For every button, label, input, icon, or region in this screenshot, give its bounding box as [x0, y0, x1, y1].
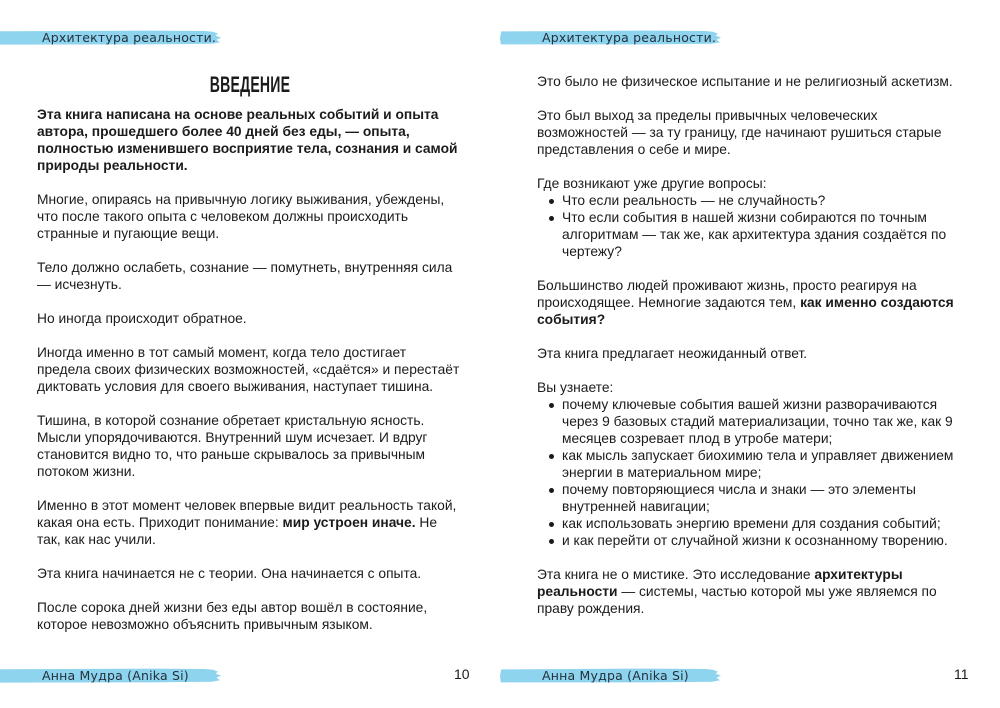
text-line: Это было не физическое испытание и не религиозный аскетизм.	[537, 74, 953, 89]
paragraph	[37, 497, 459, 548]
text-line: так, как нас учили.	[37, 532, 156, 547]
text-line: Именно в этот момент человек впервые видит реальность такой,	[37, 498, 457, 513]
text-line	[537, 583, 954, 600]
text-line: и как перейти от случайной жизни к осознанному творению.	[562, 533, 948, 548]
paragraph	[37, 310, 459, 327]
bullet-icon	[549, 216, 554, 221]
running-header	[500, 30, 722, 45]
lead-paragraph	[37, 106, 459, 174]
text-line: Эта книга написана на основе реальных событий и опыта	[37, 107, 439, 122]
paragraph	[37, 412, 459, 480]
text-line: Эта книга предлагает неожиданный ответ.	[537, 346, 808, 361]
list-item	[537, 192, 954, 209]
text-line: Большинство людей проживают жизнь, просто реагируя на	[537, 278, 917, 293]
paragraph	[537, 345, 954, 362]
text-line: Многие, опираясь на привычную логику выживания, убеждены,	[37, 192, 445, 207]
paragraph	[537, 277, 954, 328]
page-number: 10	[454, 666, 470, 682]
text-line: странные и пугающие вещи.	[37, 226, 220, 241]
text-line: Иногда именно в тот самый момент, когда тело достигает	[37, 345, 407, 360]
book-title-header: Архитектура реальности.	[542, 30, 717, 45]
text-line: возможностей — за ту границу, где начинают рушиться старые	[537, 125, 942, 140]
emphasis-text: мир устроен иначе.	[282, 515, 416, 530]
bullet-list	[537, 192, 954, 260]
paragraph	[37, 259, 459, 293]
text-line: что после такого опыта с человеком должны происходить	[37, 209, 409, 224]
text-line: алгоритмам — так же, как архитектура здания создаётся по	[562, 227, 947, 242]
text-line	[537, 566, 954, 583]
list-item	[537, 532, 954, 549]
list-item	[537, 447, 954, 481]
questions-block	[537, 175, 954, 260]
emphasis-text: как именно создаются	[800, 295, 954, 310]
text-segment: происходящее. Немногие задаются тем,	[537, 295, 801, 310]
emphasis-text: события?	[537, 312, 606, 327]
text-line: Эта книга начинается не с теории. Она начинается с опыта.	[37, 566, 422, 581]
text-line: Тело должно ослабеть, сознание — помутнеть, внутренняя сила	[37, 260, 453, 275]
emphasis-text: реальности	[537, 584, 618, 599]
text-line: представления о себе и мире.	[537, 142, 731, 157]
emphasis-text: архитектуры	[814, 567, 903, 582]
paragraph	[537, 73, 954, 90]
text-line: Тишина, в которой сознание обретает кристальную ясность.	[37, 413, 425, 428]
text-line: предела своих физических возможностей, «сдаётся» и перестаёт	[37, 362, 460, 377]
page-body	[537, 73, 954, 634]
text-line: месяцев созревает плод в утробе матери;	[562, 431, 833, 446]
text-line	[537, 294, 954, 311]
text-line: Что если события в нашей жизни собираются по точным	[562, 210, 927, 225]
author-name: Анна Мудра (Anika Si)	[42, 668, 189, 683]
text-line: — исчезнуть.	[37, 277, 122, 292]
text-line: потоком жизни.	[37, 464, 136, 479]
page-body	[37, 106, 459, 650]
chapter-title: ВВЕДЕНИЕ	[209, 72, 291, 97]
list-item	[537, 515, 954, 532]
text-line: После сорока дней жизни без еды автор вошёл в состояние,	[37, 600, 428, 615]
text-line: через 9 базовых стадий материализации, точно так же, как 9	[562, 414, 953, 429]
text-line	[37, 514, 459, 531]
list-lead: Где возникают уже другие вопросы:	[537, 176, 767, 191]
page-number: 11	[954, 666, 969, 682]
text-segment: Не	[415, 515, 438, 530]
text-line: праву рождения.	[537, 601, 645, 616]
running-footer	[0, 668, 222, 683]
text-line: энергии в материальном мире;	[562, 465, 762, 480]
text-line: как использовать энергию времени для создания событий;	[562, 516, 941, 531]
bullet-icon	[549, 488, 554, 493]
text-line: которое невозможно объяснить привычным языком.	[37, 617, 373, 632]
text-line: автора, прошедшего более 40 дней без еды, — опыта,	[37, 124, 410, 139]
text-segment: — системы, частью которой мы уже являемся по	[617, 584, 937, 599]
text-line: диктовать условия для своего выживания, наступает тишина.	[37, 379, 434, 394]
paragraph	[37, 599, 459, 633]
text-line: как мысль запускает биохимию тела и управляет движением	[562, 448, 954, 463]
running-footer	[500, 668, 722, 683]
text-line: Но иногда происходит обратное.	[37, 311, 247, 326]
text-line: почему ключевые события вашей жизни разворачиваются	[562, 397, 938, 412]
text-line: становится видно то, что раньше скрывалось за привычным	[37, 447, 426, 462]
list-lead: Вы узнаете:	[537, 380, 614, 395]
bullet-icon	[549, 539, 554, 544]
text-segment: Эта книга не о мистике. Это исследование	[537, 567, 815, 582]
text-line: чертежу?	[562, 244, 622, 259]
running-header	[0, 30, 222, 45]
text-line: внутренней навигации;	[562, 499, 710, 514]
right-page	[500, 0, 1000, 708]
bullet-list	[537, 396, 954, 549]
text-line: полностью изменившего восприятие тела, сознания и самой	[37, 141, 458, 156]
list-item	[537, 481, 954, 515]
bullet-icon	[549, 403, 554, 408]
text-segment: какая она есть. Приходит понимание:	[37, 515, 283, 530]
text-line: почему повторяющиеся числа и знаки — это элементы	[562, 482, 916, 497]
text-line: Это был выход за пределы привычных человеческих	[537, 108, 878, 123]
list-item	[537, 396, 954, 447]
author-name: Анна Мудра (Anika Si)	[542, 668, 689, 683]
bullet-icon	[549, 454, 554, 459]
paragraph	[37, 565, 459, 582]
paragraph	[37, 344, 459, 395]
paragraph	[537, 566, 954, 617]
text-line: природы реальности.	[37, 158, 188, 173]
bullet-icon	[549, 522, 554, 527]
learn-block	[537, 379, 954, 549]
list-item	[537, 209, 954, 260]
book-title-header: Архитектура реальности.	[42, 30, 217, 45]
paragraph	[537, 107, 954, 158]
paragraph	[37, 191, 459, 242]
text-line: Мысли упорядочиваются. Внутренний шум исчезает. И вдруг	[37, 430, 428, 445]
bullet-icon	[549, 199, 554, 204]
text-line: Что если реальность — не случайность?	[562, 193, 826, 208]
